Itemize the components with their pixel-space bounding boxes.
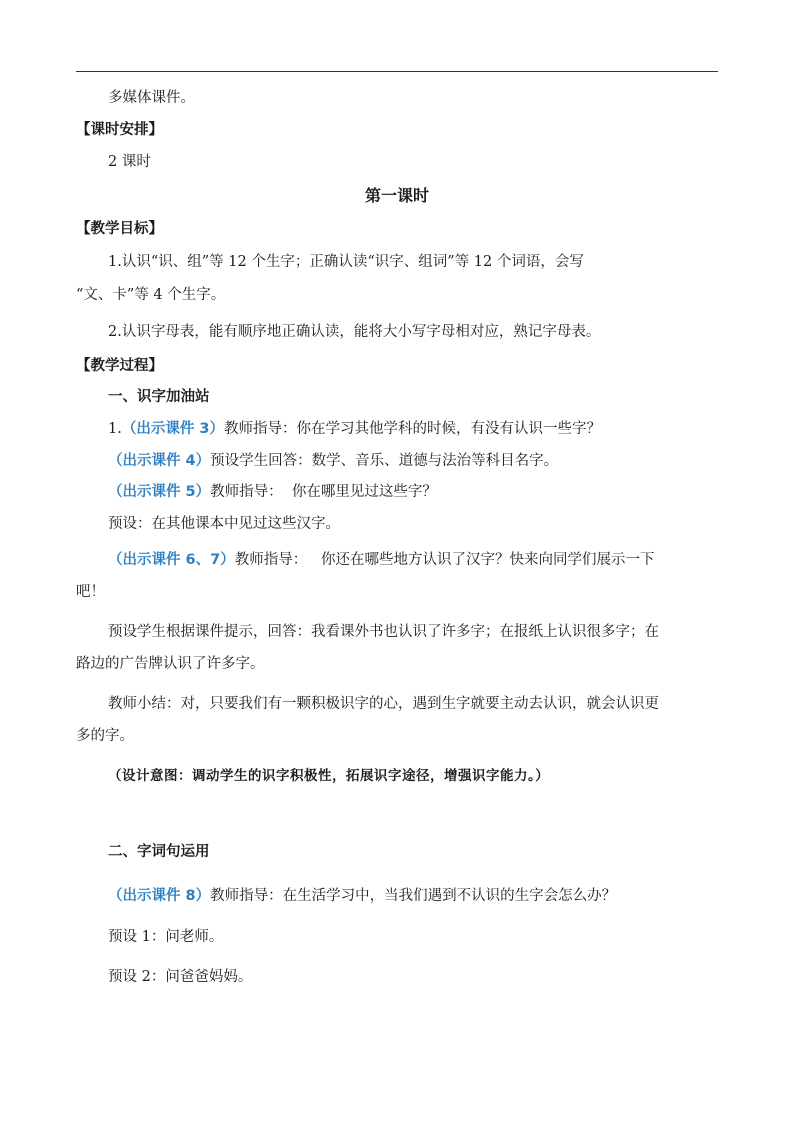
courseware-tag: （出示课件 8） [108,888,211,904]
courseware-tag: （出示课件 6、7） [108,552,235,568]
process-item-3 [108,482,437,502]
item-number: 1. [108,421,122,437]
process-item-2 [108,451,558,471]
process-item-4: 预设：在其他课本中见过这些汉字。 [108,516,340,532]
item-text: 教师指导：你在学习其他学科的时候，有没有认识一些字？ [223,421,601,437]
usage-item-2: 预设 1：问老师。 [108,929,224,945]
usage-item-1 [108,886,616,906]
item-text: 预设学生回答：数学、音乐、道德与法治等科目名字。 [210,453,559,469]
process-item-5-line-1 [108,550,655,570]
materials-line: 多媒体课件。 [108,90,195,106]
goal-1-line-1: 1.认识“识、组”等 12 个生字；正确认读“识字、组词”等 12 个词语，会写 [108,254,584,270]
item-text: 教师指导：在生活学习中，当我们遇到不认识的生字会怎么办？ [210,888,617,904]
process-item-5-line-2: 吧！ [76,584,105,600]
hours-line: 2 课时 [108,154,151,170]
process-item-6-line-1: 预设学生根据课件提示，回答：我看课外书也认识了许多字；在报纸上认识很多字；在 [108,624,659,640]
section-title: 第一课时 [364,186,429,205]
subsection-1-title: 一、识字加油站 [108,389,210,405]
courseware-tag: （出示课件 3） [121,421,224,437]
usage-item-3: 预设 2：问爸爸妈妈。 [108,969,253,985]
header-rule [76,71,718,72]
summary-line-2: 多的字。 [76,728,134,744]
process-item-6-line-2: 路边的广告牌认识了许多字。 [76,656,265,672]
goal-2: 2.认识字母表，能有顺序地正确认读，能将大小写字母相对应，熟记字母表。 [108,324,601,340]
heading-goals: 【教学目标】 [76,221,163,237]
courseware-tag: （出示课件 4） [108,453,211,469]
heading-arrangement: 【课时安排】 [76,122,163,138]
subsection-2-title: 二、字词句运用 [108,844,210,860]
design-intent-note: （设计意图：调动学生的识字积极性，拓展识字途径，增强识字能力。） [108,768,550,784]
summary-line-1: 教师小结：对，只要我们有一颗积极识字的心，遇到生字就要主动去认识，就会认识更 [108,696,659,712]
courseware-tag: （出示课件 5） [108,484,211,500]
goal-1-line-2: “文、卡”等 4 个生字。 [76,287,226,303]
heading-process: 【教学过程】 [76,358,163,374]
process-item-1 [108,419,601,439]
item-text: 教师指导： 你还在哪些地方认识了汉字？快来向同学们展示一下 [234,552,655,568]
item-text: 教师指导： 你在哪里见过这些字？ [210,484,437,500]
